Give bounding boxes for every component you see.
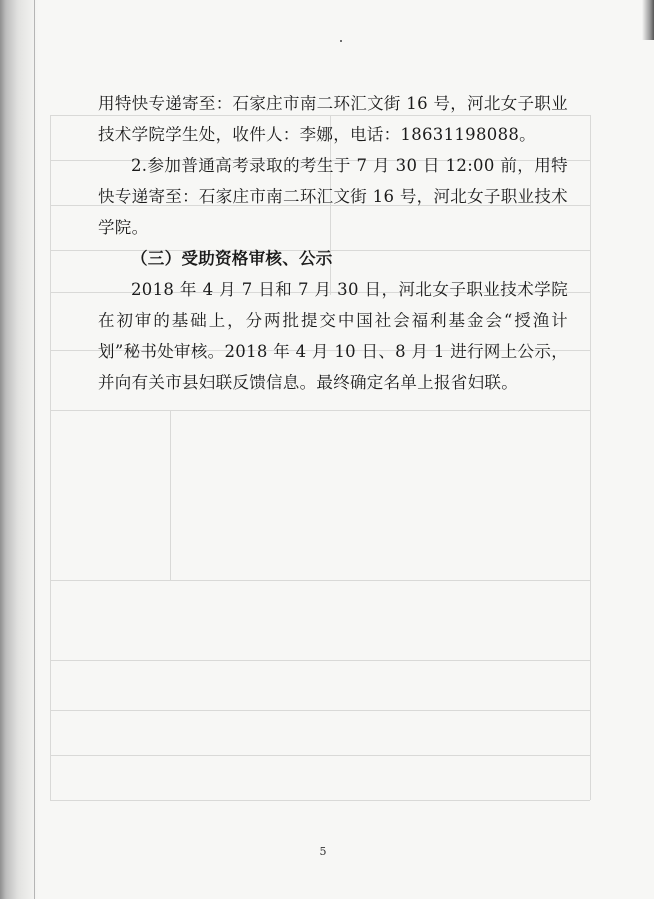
- paragraph-gaokao-applicants: 2.参加普通高考录取的考生于 7 月 30 日 12:00 前，用特快专递寄至：石家庄市南二环汇文街 16 号，河北女子职业技术学院。: [98, 156, 568, 237]
- scan-binding-line: [34, 0, 35, 899]
- paragraph-mailing-address: 用特快专递寄至：石家庄市南二环汇文街 16 号，河北女子职业技术学院学生处，收件人：李娜，电话：18631198088。: [98, 94, 568, 144]
- scan-speck: [340, 40, 342, 42]
- document-body: [98, 88, 568, 398]
- scan-corner-shadow: [642, 0, 654, 40]
- scan-binding-shadow: [0, 0, 38, 899]
- section-heading: （三）受助资格审核、公示: [131, 249, 333, 268]
- page-number: 5: [319, 845, 327, 858]
- paragraph-review-publicity: 2018 年 4 月 7 日和 7 月 30 日，河北女子职业技术学院在初审的基础上，分两批提交中国社会福利基金会“授渔计划”秘书处审核。2018 年 4 月 10 日、8 月 1 进行网上公示，并向有关市县妇联反馈信息。最终确定名单上报省妇联。: [98, 280, 568, 392]
